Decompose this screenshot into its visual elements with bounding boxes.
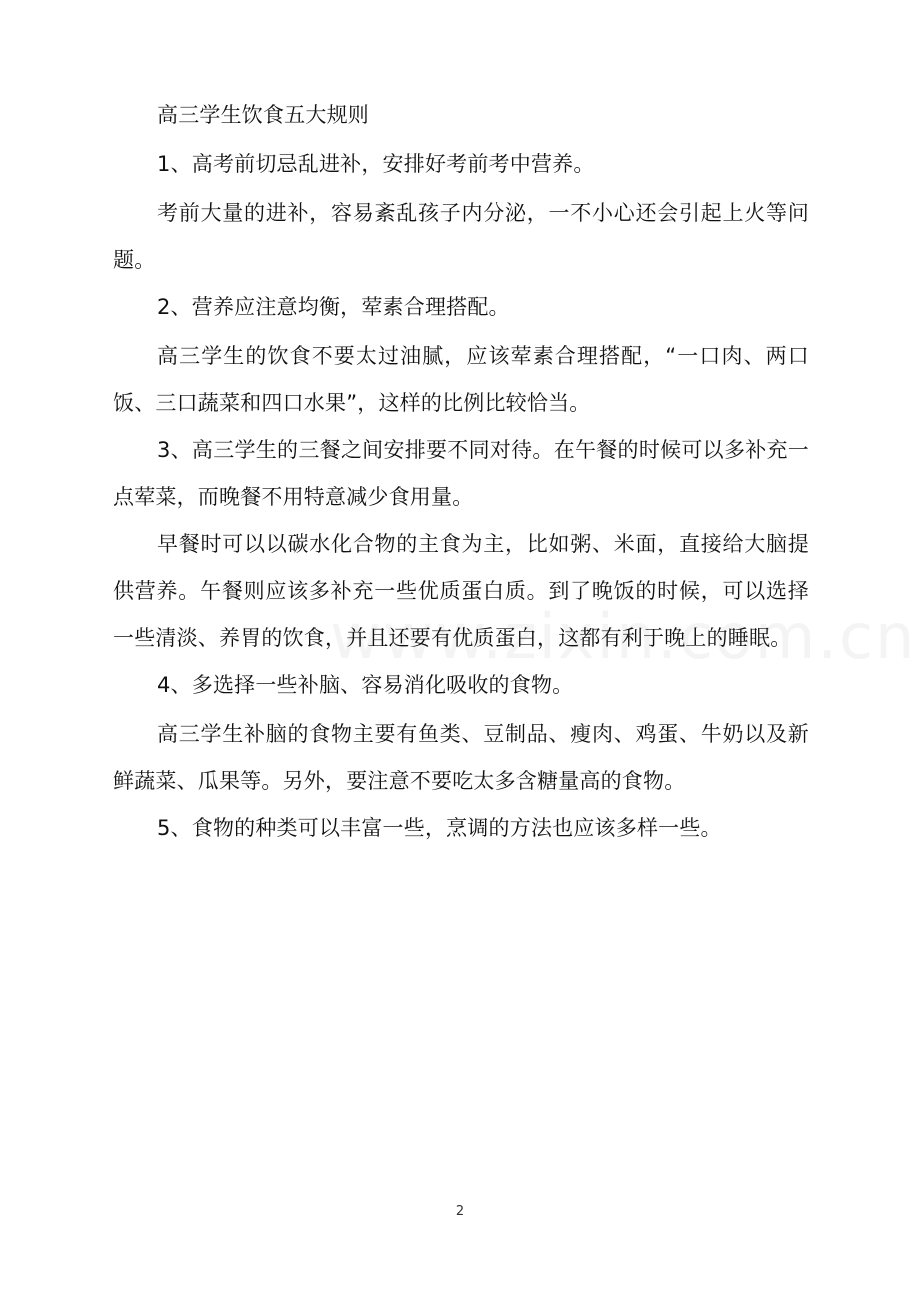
rule-4-heading: 4、多选择一些补脑、容易消化吸收的食物。 — [157, 673, 574, 697]
rule-3-body: 早餐时可以以碳水化合物的主食为主，比如粥、米面，直接给大脑提供营养。午餐则应该多补充一些优质蛋白质。到了晚饭的时候，可以选择一些清淡、养胃的饮食，并且还要有优质蛋白，这都有利于晚上的睡眠。 — [113, 532, 809, 650]
rule-1-heading: 1、高考前切忌乱进补，安排好考前考中营养。 — [157, 152, 595, 176]
rule-3-heading: 3、高三学生的三餐之间安排要不同对待。在午餐的时候可以多补充一点荤菜，而晚餐不用特意减少食用量。 — [113, 438, 809, 509]
rule-1-body: 考前大量的进补，容易紊乱孩子内分泌，一不小心还会引起上火等问题。 — [113, 201, 809, 272]
rule-4-body: 高三学生补脑的食物主要有鱼类、豆制品、瘦肉、鸡蛋、牛奶以及新鲜蔬菜、瓜果等。另外，要注意不要吃太多含糖量高的食物。 — [113, 722, 809, 793]
document-title: 高三学生饮食五大规则 — [157, 103, 369, 127]
rule-5-heading: 5、食物的种类可以丰富一些，烹调的方法也应该多样一些。 — [157, 816, 722, 840]
rule-2-body: 高三学生的饮食不要太过油腻，应该荤素合理搭配，“一口肉、两口饭、三口蔬菜和四口水果”，这样的比例比较恰当。 — [113, 344, 809, 415]
rule-2-heading: 2、营养应注意均衡，荤素合理搭配。 — [157, 295, 510, 319]
document-body — [113, 92, 809, 854]
page-number: 2 — [455, 1204, 465, 1219]
